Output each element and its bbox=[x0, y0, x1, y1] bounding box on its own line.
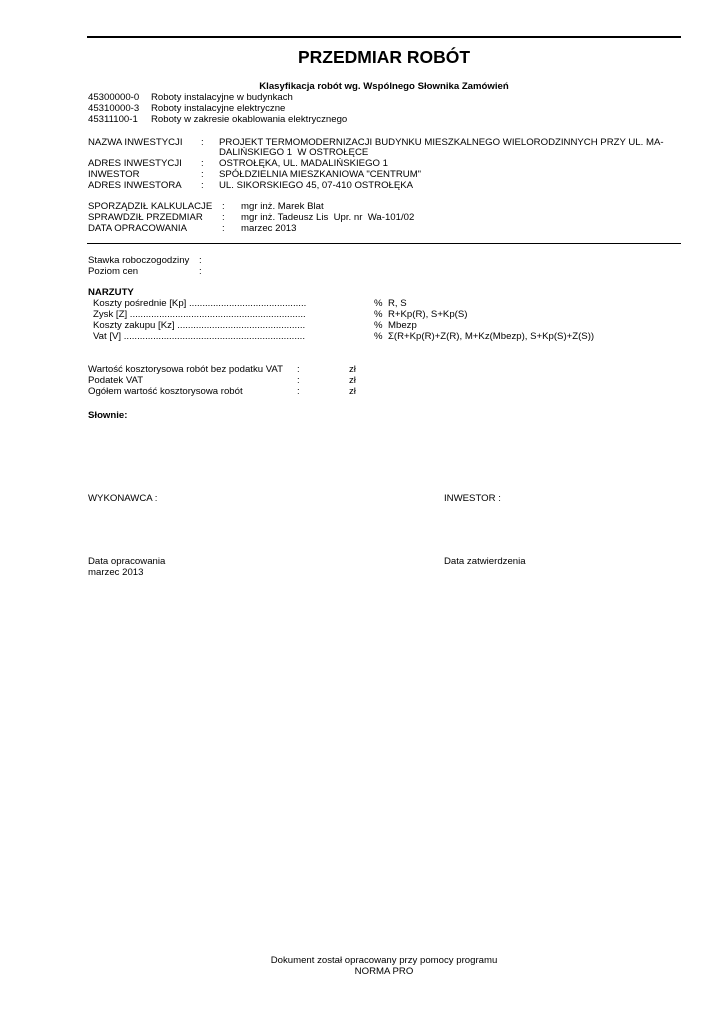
markup-unit: % bbox=[374, 320, 383, 331]
investment-address-label: ADRES INWESTYCJI bbox=[88, 158, 182, 169]
date-prepared-label: Data opracowania bbox=[88, 556, 166, 567]
date-prepared-value: marzec 2013 bbox=[88, 567, 144, 578]
classification-code: 45311100-1 bbox=[88, 114, 138, 125]
labor-rate-sep: : bbox=[199, 255, 202, 266]
markups-heading: NARZUTY bbox=[88, 287, 134, 298]
total-net-sep: : bbox=[297, 364, 300, 375]
labor-rate-label: Stawka roboczogodziny bbox=[88, 255, 190, 266]
total-gross-label: Ogółem wartość kosztorysowa robót bbox=[88, 386, 243, 397]
date-value: marzec 2013 bbox=[241, 223, 297, 234]
top-rule bbox=[87, 36, 681, 38]
classification-heading: Klasyfikacja robót wg. Wspólnego Słownika Zamówień bbox=[259, 81, 509, 92]
checked-by-sep: : bbox=[222, 212, 225, 223]
page-title: PRZEDMIAR ROBÓT bbox=[297, 47, 471, 67]
classification-label: Roboty instalacyjne elektryczne bbox=[151, 103, 286, 114]
investor-value: SPÓŁDZIELNIA MIESZKANIOWA "CENTRUM" bbox=[219, 169, 422, 180]
date-label: DATA OPRACOWANIA bbox=[88, 223, 187, 234]
investment-name-value-cont: DALIŃSKIEGO 1 W OSTROŁĘCE bbox=[219, 147, 369, 158]
vat-sep: : bbox=[297, 375, 300, 386]
markup-label: Koszty zakupu [Kz] ................................................ bbox=[93, 320, 306, 331]
markup-basis: Mbezp bbox=[388, 320, 417, 331]
checked-by-label: SPRAWDZIŁ PRZEDMIAR bbox=[88, 212, 203, 223]
investor-address-label: ADRES INWESTORA bbox=[88, 180, 182, 191]
in-words-label: Słownie: bbox=[88, 410, 128, 421]
investor-label: INWESTOR bbox=[88, 169, 140, 180]
date-approved-label: Data zatwierdzenia bbox=[444, 556, 526, 567]
markup-label: Zysk [Z] .................................................................. bbox=[93, 309, 306, 320]
footer-program-name: NORMA PRO bbox=[354, 966, 414, 977]
date-sep: : bbox=[222, 223, 225, 234]
markup-basis: R+Kp(R), S+Kp(S) bbox=[388, 309, 468, 320]
investor-address-sep: : bbox=[201, 180, 204, 191]
vat-label: Podatek VAT bbox=[88, 375, 144, 386]
section-divider bbox=[87, 243, 681, 244]
total-net-currency: zł bbox=[349, 364, 356, 375]
markup-label: Koszty pośrednie [Kp] ............................................ bbox=[93, 298, 307, 309]
markup-basis: Σ(R+Kp(R)+Z(R), M+Kz(Mbezp), S+Kp(S)+Z(S)) bbox=[388, 331, 595, 342]
investment-name-value: PROJEKT TERMOMODERNIZACJI BUDYNKU MIESZKALNEGO WIELORODZINNYCH PRZY UL. MA- bbox=[219, 137, 664, 148]
classification-label: Roboty instalacyjne w budynkach bbox=[151, 92, 293, 103]
investment-address-value: OSTROŁĘKA, UL. MADALIŃSKIEGO 1 bbox=[219, 158, 389, 169]
markup-basis: R, S bbox=[388, 298, 407, 309]
total-net-label: Wartość kosztorysowa robót bez podatku VAT bbox=[88, 364, 283, 375]
investor-sep: : bbox=[201, 169, 204, 180]
prepared-by-value: mgr inż. Marek Blat bbox=[241, 201, 324, 212]
contractor-label: WYKONAWCA : bbox=[88, 493, 158, 504]
classification-code: 45310000-3 bbox=[88, 103, 140, 114]
classification-label: Roboty w zakresie okablowania elektrycznego bbox=[151, 114, 348, 125]
investor-signature-label: INWESTOR : bbox=[444, 493, 501, 504]
total-gross-currency: zł bbox=[349, 386, 356, 397]
investor-address-value: UL. SIKORSKIEGO 45, 07-410 OSTROŁĘKA bbox=[219, 180, 414, 191]
investment-address-sep: : bbox=[201, 158, 204, 169]
vat-currency: zł bbox=[349, 375, 356, 386]
markup-unit: % bbox=[374, 331, 383, 342]
markup-unit: % bbox=[374, 298, 383, 309]
markup-unit: % bbox=[374, 309, 383, 320]
markup-label: Vat [V] .................................................................... bbox=[93, 331, 305, 342]
price-level-sep: : bbox=[199, 266, 202, 277]
classification-code: 45300000-0 bbox=[88, 92, 140, 103]
prepared-by-sep: : bbox=[222, 201, 225, 212]
price-level-label: Poziom cen bbox=[88, 266, 139, 277]
prepared-by-label: SPORZĄDZIŁ KALKULACJE bbox=[88, 201, 213, 212]
footer-line: Dokument został opracowany przy pomocy programu bbox=[270, 955, 498, 966]
checked-by-value: mgr inż. Tadeusz Lis Upr. nr Wa-101/02 bbox=[241, 212, 415, 223]
investment-name-label: NAZWA INWESTYCJI bbox=[88, 137, 183, 148]
total-gross-sep: : bbox=[297, 386, 300, 397]
investment-name-sep: : bbox=[201, 137, 204, 148]
